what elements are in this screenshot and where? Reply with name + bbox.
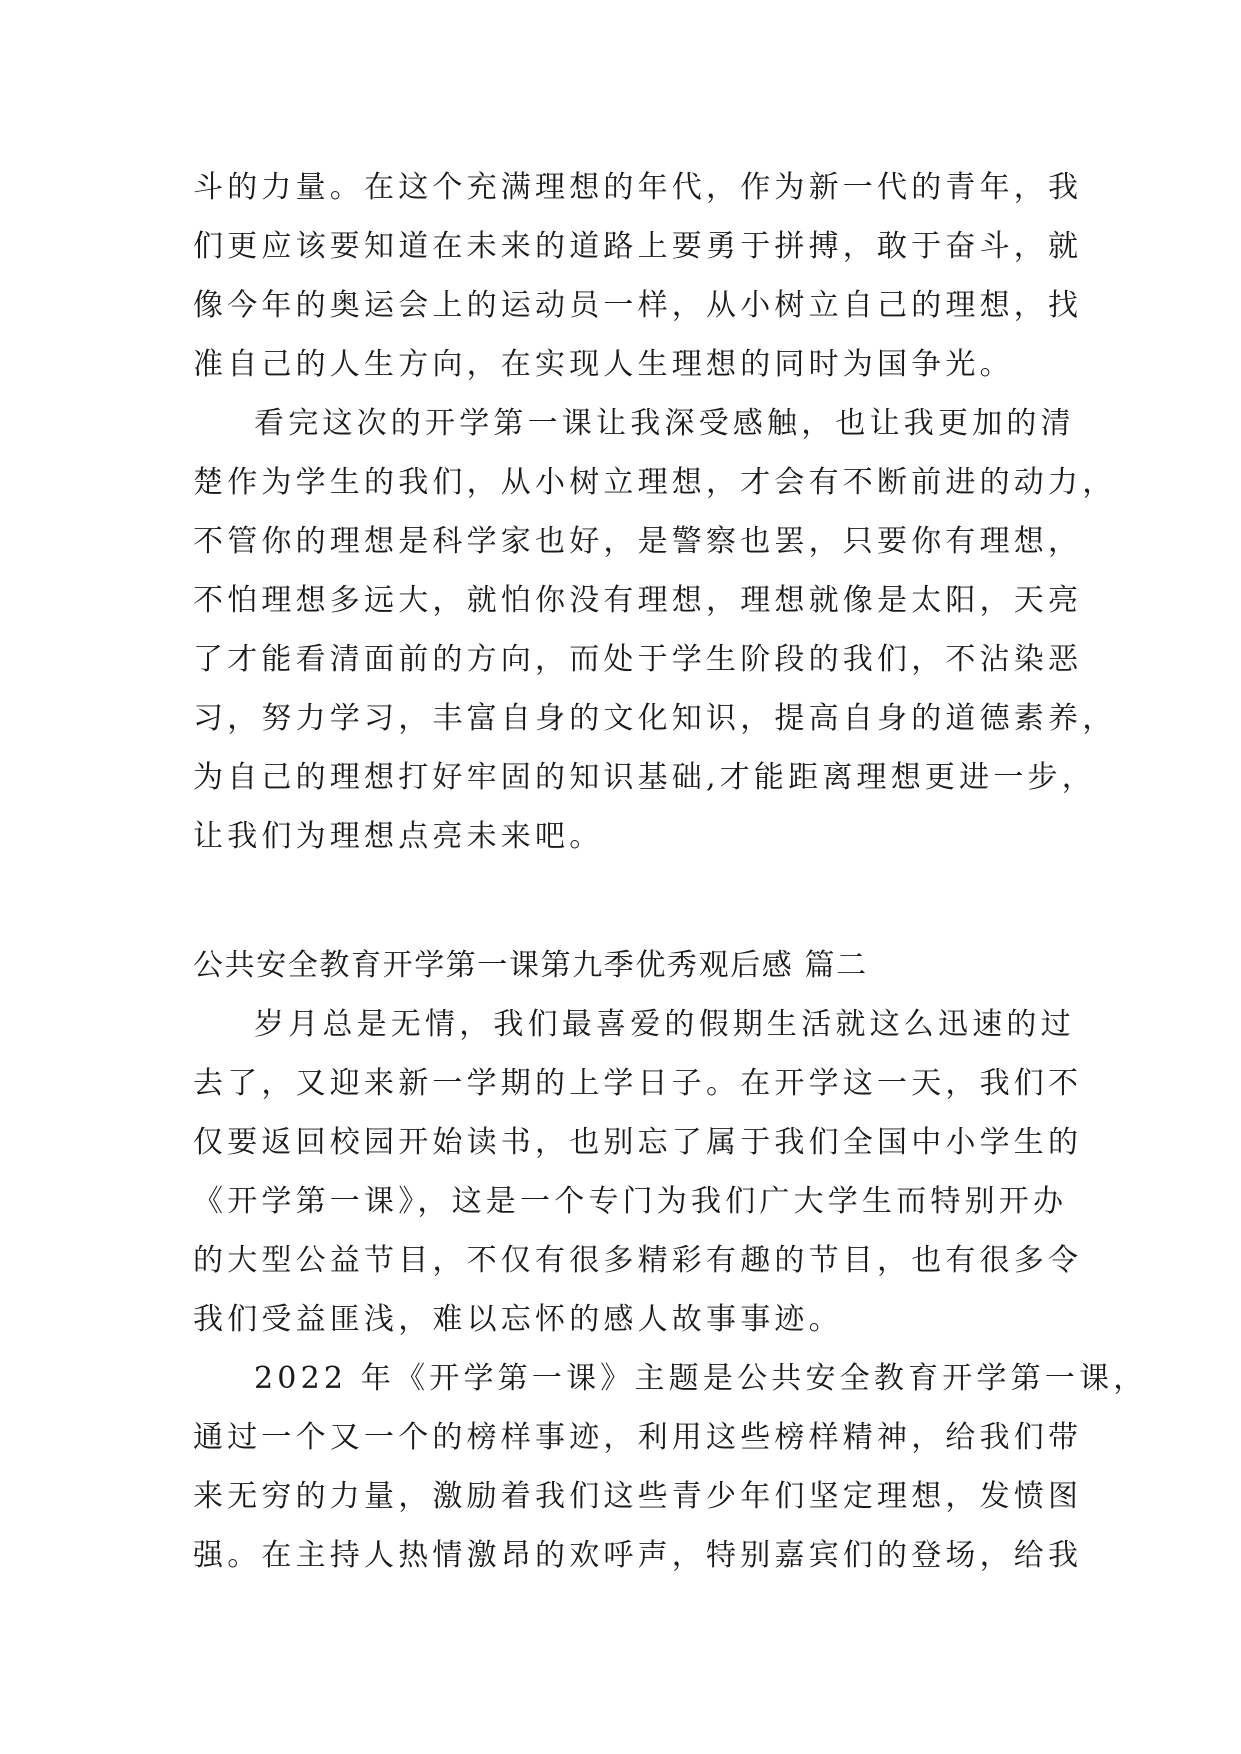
text-line: 看完这次的开学第一课让我深受感触，也让我更加的清: [254, 406, 1075, 441]
text-line: 去了，又迎来新一学期的上学日子。在开学这一天，我们不: [193, 1066, 1083, 1101]
text-line: 不管你的理想是科学家也好，是警察也罢，只要你有理想，: [193, 524, 1083, 559]
text-line: 们更应该要知道在未来的道路上要勇于拼搏，敢于奋斗，就: [193, 229, 1083, 264]
paragraph: [193, 394, 1117, 866]
text-line: 的大型公益节目，不仅有很多精彩有趣的节目，也有很多令: [193, 1243, 1083, 1278]
text-line: 习，努力学习，丰富自身的文化知识，提高自身的道德素养，: [193, 701, 1117, 736]
paragraph: [193, 158, 1083, 394]
text-line: 楚作为学生的我们，从小树立理想，才会有不断前进的动力，: [193, 465, 1117, 500]
text-line: 不怕理想多远大，就怕你没有理想，理想就像是太阳，天亮: [193, 583, 1083, 618]
text-line: 为自己的理想打好牢固的知识基础,才能距离理想更进一步，: [193, 760, 1096, 795]
paragraph: [193, 1349, 1148, 1585]
document-body: [193, 158, 1148, 1585]
text-line: 仅要返回校园开始读书，也别忘了属于我们全国中小学生的: [193, 1125, 1083, 1160]
section-gap: [193, 866, 1061, 936]
text-line: 《开学第一课》，这是一个专门为我们广大学生而特别开办: [193, 1184, 1068, 1219]
text-line: 来无穷的力量，激励着我们这些青少年们坚定理想，发愤图: [193, 1479, 1083, 1514]
text-line: 我们受益匪浅，难以忘怀的感人故事事迹。: [193, 1302, 843, 1337]
text-line: 岁月总是无情，我们最喜爱的假期生活就这么迅速的过: [254, 1007, 1075, 1042]
text-line: 准自己的人生方向，在实现人生理想的同时为国争光。: [193, 347, 1014, 382]
text-line: 2022 年《开学第一课》主题是公共安全教育开学第一课，: [254, 1361, 1148, 1396]
text-line: 通过一个又一个的榜样事迹，利用这些榜样精神，给我们带: [193, 1420, 1083, 1455]
text-line: 让我们为理想点亮未来吧。: [193, 819, 604, 854]
text-line: 斗的力量。在这个充满理想的年代，作为新一代的青年，我: [193, 170, 1083, 205]
section-heading: 公共安全教育开学第一课第九季优秀观后感 篇二: [193, 948, 868, 983]
text-line: 了才能看清面前的方向，而处于学生阶段的我们，不沾染恶: [193, 642, 1083, 677]
text-line: 强。在主持人热情激昂的欢呼声，特别嘉宾们的登场，给我: [193, 1538, 1083, 1573]
text-line: 像今年的奥运会上的运动员一样，从小树立自己的理想，找: [193, 288, 1083, 323]
paragraph: [193, 995, 1083, 1349]
